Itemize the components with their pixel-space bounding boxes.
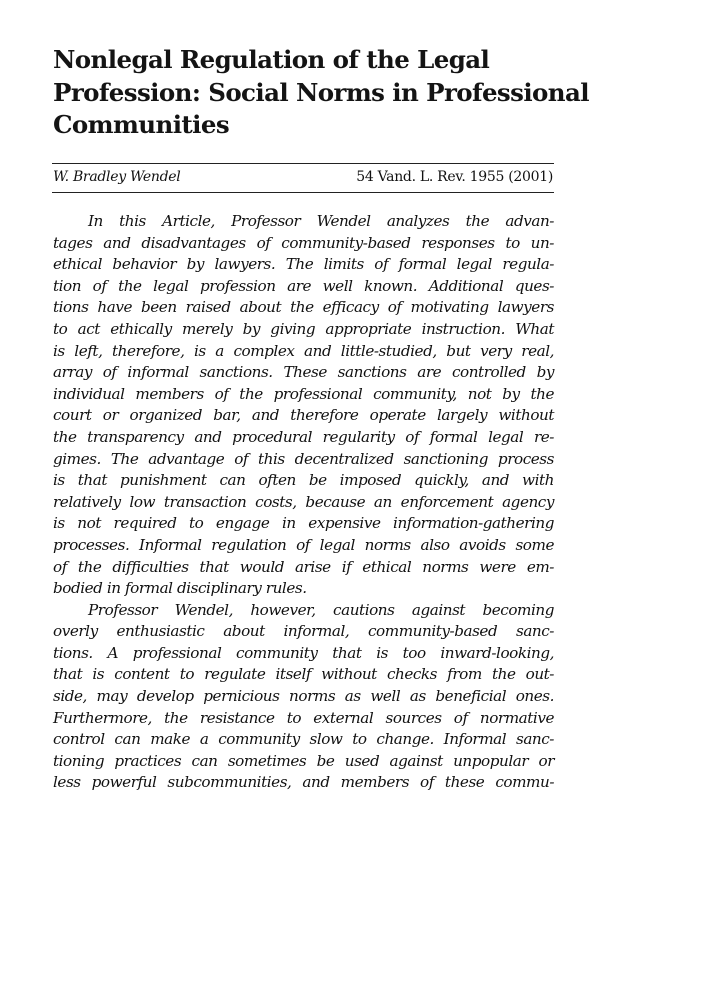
abstract-line: relatively low transaction costs, because an enforcement agency	[53, 492, 554, 511]
abstract-line: less powerful subcommunities, and members of these commu-	[53, 773, 554, 792]
abstract-line: is left, therefore, is a complex and little-studied, but very real,	[53, 341, 554, 360]
abstract-line: ethical behavior by lawyers. The limits of formal legal regula-	[53, 255, 554, 274]
abstract-line: Furthermore, the resistance to external sources of normative	[53, 708, 554, 727]
document-page	[53, 44, 589, 792]
title-line: Profession: Social Norms in Professional	[53, 77, 589, 107]
abstract-line: side, may develop pernicious norms as well as beneficial ones.	[53, 687, 554, 706]
abstract	[53, 211, 554, 794]
abstract-line: court or organized bar, and therefore operate largely without	[53, 406, 554, 425]
abstract-line: tages and disadvantages of community-based responses to un-	[53, 233, 554, 252]
abstract-line: that is content to regulate itself without checks from the out-	[53, 665, 554, 684]
abstract-line: tions have been raised about the efficacy of motivating lawyers	[53, 298, 554, 317]
abstract-line: processes. Informal regulation of legal norms also avoids some	[53, 535, 554, 554]
citation-bar	[52, 163, 554, 193]
abstract-line: array of informal sanctions. These sanctions are controlled by	[53, 363, 554, 382]
abstract-line: the transparency and procedural regularity of formal legal re-	[53, 427, 554, 446]
abstract-line: bodied in formal disciplinary rules.	[53, 579, 307, 598]
abstract-line: Professor Wendel, however, cautions against becoming	[88, 600, 554, 619]
abstract-line: overly enthusiastic about informal, community-based sanc-	[53, 622, 554, 641]
abstract-line: tion of the legal profession are well known. Additional ques-	[53, 276, 554, 295]
abstract-line: of the difficulties that would arise if ethical norms were em-	[53, 557, 554, 576]
article-title	[53, 44, 589, 142]
title-line: Nonlegal Regulation of the Legal	[53, 45, 490, 74]
abstract-line: individual members of the professional community, not by the	[53, 384, 554, 403]
abstract-line: gimes. The advantage of this decentralized sanctioning process	[53, 449, 554, 468]
abstract-line: is not required to engage in expensive information-gathering	[53, 514, 554, 533]
abstract-line: tions. A professional community that is too inward-looking,	[53, 643, 554, 662]
journal-citation: 54 Vand. L. Rev. 1955 (2001)	[356, 169, 553, 185]
author-name: W. Bradley Wendel	[53, 169, 181, 185]
abstract-line: tioning practices can sometimes be used against unpopular or	[53, 751, 554, 770]
abstract-line: to act ethically merely by giving appropriate instruction. What	[53, 319, 554, 338]
title-line: Communities	[53, 110, 230, 139]
abstract-line: is that punishment can often be imposed quickly, and with	[53, 471, 554, 490]
abstract-line: In this Article, Professor Wendel analyzes the advan-	[88, 212, 554, 230]
abstract-line: control can make a community slow to change. Informal sanc-	[53, 730, 554, 749]
